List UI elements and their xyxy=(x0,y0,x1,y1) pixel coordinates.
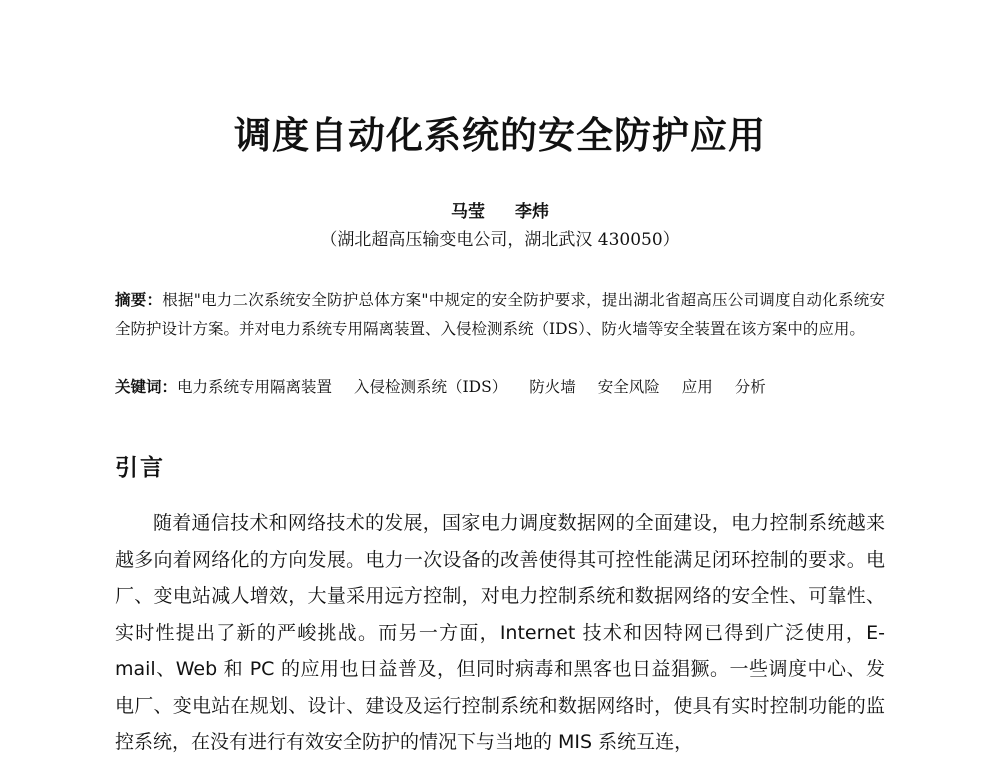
abstract-text: 根据"电力二次系统安全防护总体方案"中规定的安全防护要求，提出湖北省超高压公司调度自动化系统安全防护设计方案。并对电力系统专用隔离装置、入侵检测系统（IDS）、防火墙等安全装置在该方案中的应用。 xyxy=(115,291,885,338)
section-heading-introduction: 引言 xyxy=(115,455,165,481)
keyword: 防火墙 xyxy=(529,378,576,396)
keyword: 电力系统专用隔离装置 xyxy=(177,378,333,396)
keywords-label: 关键词： xyxy=(115,377,178,396)
keyword: 分析 xyxy=(734,378,766,396)
author-affiliation: （湖北超高压输变电公司，湖北武汉 430050） xyxy=(320,230,680,250)
author-name: 李炜 xyxy=(515,202,549,222)
abstract xyxy=(115,285,885,344)
keyword: 入侵检测系统（IDS） xyxy=(354,378,508,396)
author-name: 马莹 xyxy=(451,202,485,222)
paper-title: 调度自动化系统的安全防护应用 xyxy=(234,114,766,157)
keyword: 应用 xyxy=(681,378,713,396)
abstract-label: 摘要： xyxy=(115,290,163,309)
keywords xyxy=(115,372,885,402)
body-paragraph: 随着通信技术和网络技术的发展，国家电力调度数据网的全面建设，电力控制系统越来越多向着网络化的方向发展。电力一次设备的改善使得其可控性能满足闭环控制的要求。电厂、变电站减人增效，大量采用远方控制，对电力控制系统和数据网络的安全性、可靠性、实时性提出了新的严峻挑战。而另一方面，Internet 技术和因特网已得到广泛使用，E-mail、Web 和 PC 的应用也日益普及，但同时病毒和黑客也日益猖獗。一些调度中心、发电厂、变电站在规划、设计、建设及运行控制系统和数据网络时，使具有实时控制功能的监控系统，在没有进行有效安全防护的情况下与当地的 MIS 系统互连， xyxy=(115,512,885,753)
keyword: 安全风险 xyxy=(597,378,660,396)
author-line xyxy=(0,200,1000,224)
